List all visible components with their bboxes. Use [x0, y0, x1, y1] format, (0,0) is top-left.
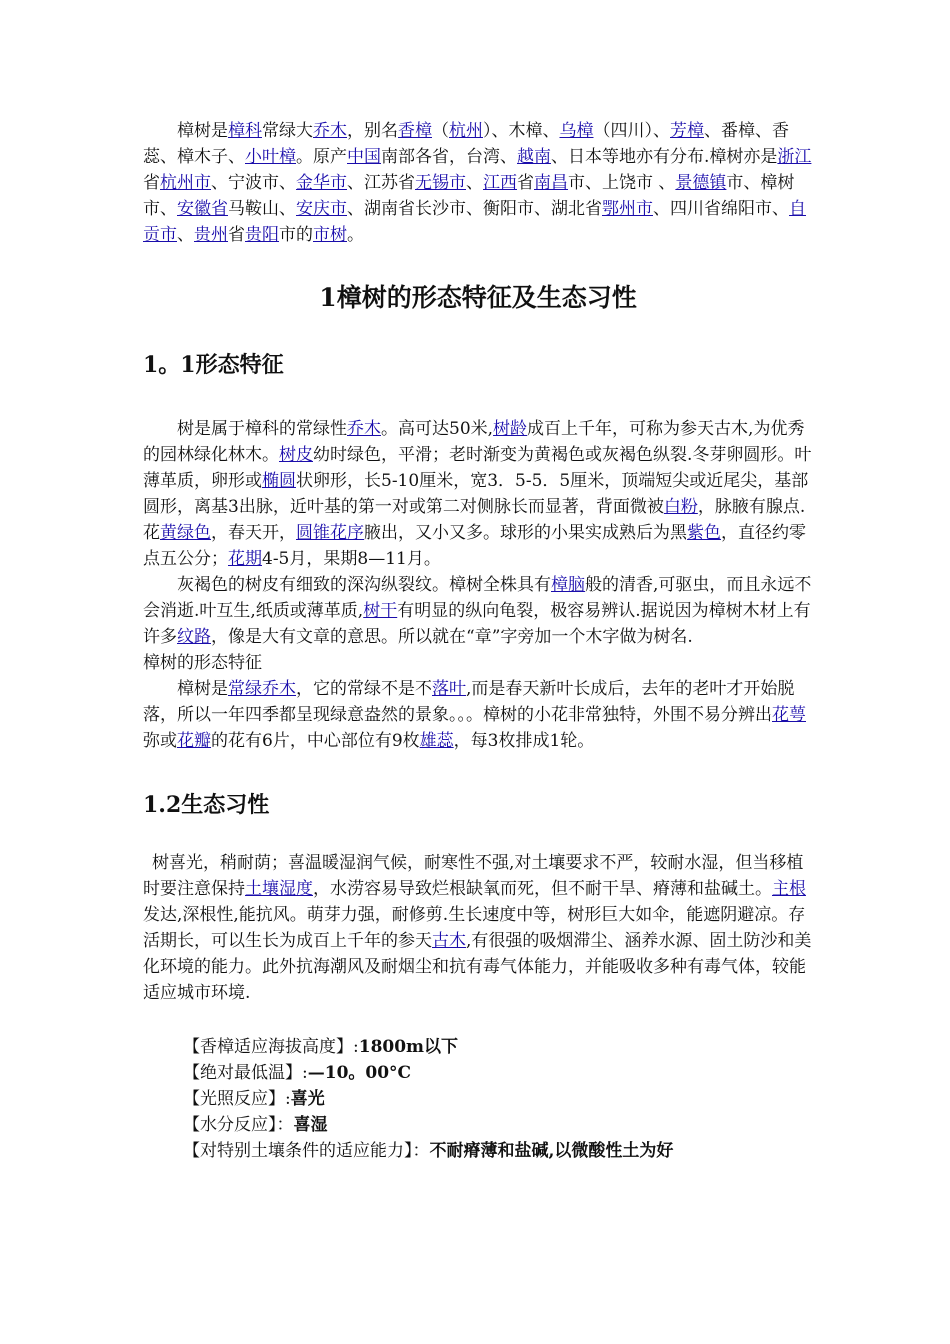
hyperlink[interactable]: 树皮	[279, 445, 313, 465]
morphology-paragraph-2	[143, 572, 813, 650]
text-run: ，每3枚排成1轮。	[453, 731, 595, 751]
hyperlink[interactable]: 自贡市	[143, 199, 806, 245]
hyperlink[interactable]: 纹路	[177, 627, 211, 647]
intro-paragraph	[143, 118, 813, 248]
text-run: （	[432, 121, 449, 141]
hyperlink[interactable]: 香樟	[398, 121, 432, 141]
text-run: 的花有6片，中心部位有9枚	[211, 731, 420, 751]
property-row	[183, 1034, 813, 1060]
text-run: 树喜光，稍耐荫；喜温暖湿润气候，耐寒性不强,对土壤要求不严，较耐水湿，但当移植时要注意保持	[143, 853, 804, 899]
text-run: 马鞍山、	[228, 199, 296, 219]
hyperlink[interactable]: 市树	[313, 225, 347, 245]
ecology-paragraph	[143, 850, 813, 1006]
hyperlink[interactable]: 椭圆	[262, 471, 296, 491]
text-run: 树是属于樟科的常绿性	[177, 419, 347, 439]
hyperlink[interactable]: 主根	[772, 879, 806, 899]
text-run: 、宁波市、	[211, 173, 296, 193]
text-run: ，水涝容易导致烂根缺氧而死，但不耐干旱、瘠薄和盐碱土。	[313, 879, 772, 899]
text-run: 。	[347, 225, 364, 245]
property-key: 【香樟适应海拔高度】:	[183, 1037, 359, 1057]
property-key: 【光照反应】:	[183, 1089, 291, 1109]
hyperlink[interactable]: 浙江	[777, 147, 812, 167]
text-run: 樟树是	[177, 679, 228, 699]
hyperlink[interactable]: 花期	[228, 549, 262, 569]
text-run: 、番樟、香蕊、樟木子、	[143, 121, 789, 167]
text-run: 、	[177, 225, 194, 245]
text-run: ,而是春天新叶长成后，去年的老叶才开始脱落，所以一年四季都呈现绿意盎然的景象。。。樟树的小花非常独特，外围不易分辨出	[143, 679, 795, 725]
hyperlink[interactable]: 越南	[517, 147, 551, 167]
text-run: 弥或	[143, 731, 177, 751]
hyperlink[interactable]: 鄂州市	[602, 199, 653, 219]
hyperlink[interactable]: 花萼	[772, 705, 806, 725]
hyperlink[interactable]: 无锡市	[415, 173, 466, 193]
text-run: ，脉腋有腺点.花	[143, 497, 806, 543]
hyperlink[interactable]: 乔木	[313, 121, 347, 141]
text-run: 省	[143, 173, 160, 193]
text-run: 常绿大	[262, 121, 313, 141]
property-value: 不耐瘠薄和盐碱,以微酸性土为好	[429, 1141, 674, 1161]
hyperlink[interactable]: 贵州	[194, 225, 228, 245]
hyperlink[interactable]: 乌樟	[559, 121, 594, 141]
text-run: 有明显的纵向龟裂，极容易辨认.据说因为樟树木材上有许多	[143, 601, 811, 647]
text-run: ）、木樟、	[483, 121, 560, 141]
hyperlink[interactable]: 樟科	[228, 121, 262, 141]
text-run: 、	[466, 173, 483, 193]
hyperlink[interactable]: 土壤湿度	[245, 879, 313, 899]
text-run: 成百上千年，可称为参天古木,为优秀的园林绿化林木。	[143, 419, 805, 465]
property-row	[183, 1060, 813, 1086]
hyperlink[interactable]: 杭州市	[160, 173, 211, 193]
text-run: ，直径约零点五公分；	[143, 523, 806, 569]
text-run: 幼时绿色，平滑；老时渐变为黄褐色或灰褐色纵裂.冬芽卵圆形。叶薄革质，卵形或	[143, 445, 812, 491]
text-run: （四川）、	[593, 121, 670, 141]
hyperlink[interactable]: 圆锥花序	[296, 523, 364, 543]
text-run: 4-5月，果期8—11月。	[262, 549, 441, 569]
hyperlink[interactable]: 安徽省	[177, 199, 228, 219]
hyperlink[interactable]: 中国	[347, 147, 381, 167]
property-row	[183, 1112, 813, 1138]
hyperlink[interactable]: 树干	[363, 601, 398, 621]
text-run: 。高可达50米,	[381, 419, 494, 439]
text-run: ,有很强的吸烟滞尘、涵养水源、固土防沙和美化环境的能力。此外抗海潮风及耐烟尘和抗有毒气体能力，并能吸收多种有毒气体，较能适应城市环境.	[143, 931, 812, 1003]
text-run: ，别名	[347, 121, 398, 141]
hyperlink[interactable]: 落叶	[432, 679, 466, 699]
text-run: 省	[228, 225, 245, 245]
hyperlink[interactable]: 景德镇	[675, 173, 727, 193]
hyperlink[interactable]: 南昌	[534, 173, 568, 193]
hyperlink[interactable]: 古木	[432, 931, 466, 951]
property-row	[183, 1086, 813, 1112]
property-list	[143, 1034, 813, 1164]
text-run: 市、上饶市 、	[568, 173, 676, 193]
hyperlink[interactable]: 芳樟	[670, 121, 704, 141]
text-run: ，像是大有文章的意思。所以就在“章”字旁加一个木字做为树名.	[211, 627, 693, 647]
morphology-paragraph-3	[143, 676, 813, 754]
text-run: ，春天开，	[211, 523, 296, 543]
hyperlink[interactable]: 安庆市	[296, 199, 347, 219]
main-heading: 1樟树的形态特征及生态习性	[319, 283, 637, 312]
hyperlink[interactable]: 紫色	[687, 523, 721, 543]
text-run: 市、樟树市、	[143, 173, 795, 219]
text-run: 、江苏省	[347, 173, 415, 193]
text-run: 樟树是	[177, 121, 228, 141]
property-value: 喜光	[290, 1089, 325, 1109]
text-run: 市的	[279, 225, 313, 245]
text-run: 、日本等地亦有分布.樟树亦是	[551, 147, 778, 167]
document-page	[143, 118, 813, 1164]
hyperlink[interactable]: 树龄	[493, 419, 528, 439]
morphology-paragraph-1	[143, 416, 813, 572]
morphology-label: 樟树的形态特征	[143, 653, 262, 673]
text-run: 状卵形，长5-10厘米，宽3．5-5．5厘米，顶端短尖或近尾尖，基部圆形，离基3出脉，近叶基的第一对或第二对侧脉长而显著，背面微被	[143, 471, 809, 517]
property-key: 【对特别土壤条件的适应能力】：	[183, 1141, 430, 1161]
property-value: —10。00°C	[307, 1063, 412, 1083]
text-run: 灰褐色的树皮有细致的深沟纵裂纹。樟树全株具有	[177, 575, 551, 595]
hyperlink[interactable]: 常绿乔木	[228, 679, 296, 699]
hyperlink[interactable]: 贵阳	[245, 225, 279, 245]
section-heading-morphology: 1。1形态特征	[143, 352, 284, 378]
text-run: 、四川省绵阳市、	[653, 199, 789, 219]
hyperlink[interactable]: 江西	[483, 173, 517, 193]
property-key: 【水分反应】：	[183, 1115, 294, 1135]
hyperlink[interactable]: 小叶樟	[245, 147, 296, 167]
hyperlink[interactable]: 白粉	[663, 497, 698, 517]
property-value: 1800m以下	[358, 1037, 459, 1057]
hyperlink[interactable]: 花瓣	[177, 731, 211, 751]
hyperlink[interactable]: 黄绿色	[160, 523, 211, 543]
text-run: 发达,深根性,能抗风。萌芽力强，耐修剪.生长速度中等，树形巨大如伞，能遮阴避凉。存活期长，可以生长为成百上千年的参天	[143, 905, 806, 951]
hyperlink[interactable]: 樟脑	[551, 575, 585, 595]
hyperlink[interactable]: 乔木	[347, 419, 381, 439]
text-run: 般的清香,可驱虫，而且永远不会消逝.叶互生,纸质或薄革质,	[143, 575, 812, 621]
text-run: ，它的常绿不是不	[296, 679, 432, 699]
hyperlink[interactable]: 杭州	[449, 121, 483, 141]
property-value: 喜湿	[293, 1115, 328, 1135]
text-run: 省	[517, 173, 534, 193]
text-run: 腋出，又小又多。球形的小果实成熟后为黑	[364, 523, 687, 543]
text-run: 。原产	[296, 147, 347, 167]
property-key: 【绝对最低温】:	[183, 1063, 308, 1083]
text-run: 、湖南省长沙市、衡阳市、湖北省	[347, 199, 602, 219]
property-row	[183, 1138, 813, 1164]
text-run: 南部各省，台湾、	[381, 147, 517, 167]
hyperlink[interactable]: 金华市	[296, 173, 347, 193]
hyperlink[interactable]: 雄蕊	[419, 731, 454, 751]
section-heading-ecology: 1.2生态习性	[143, 792, 270, 818]
